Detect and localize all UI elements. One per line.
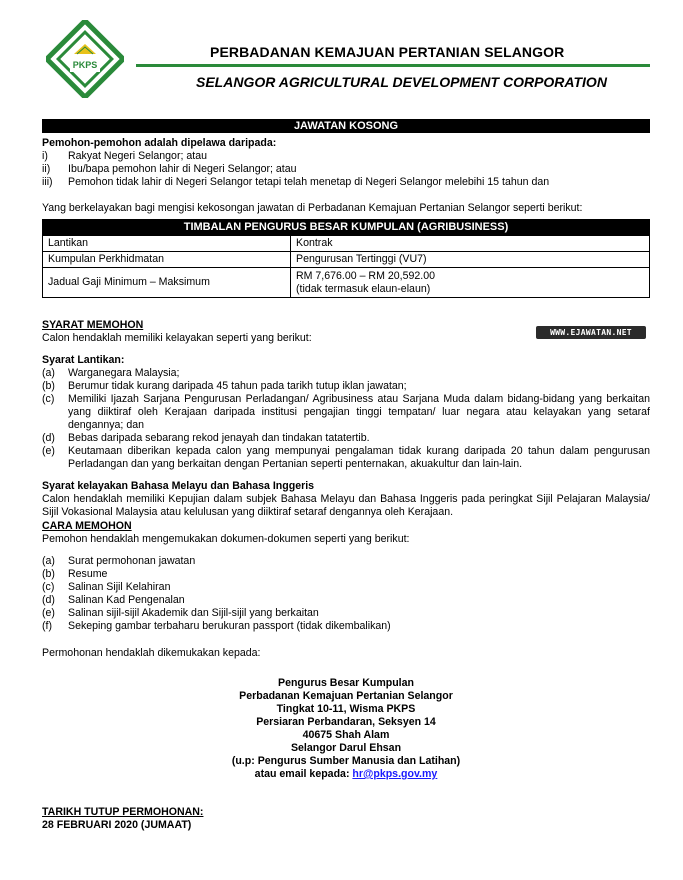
list-item: (c) Memiliki Ijazah Sarjana Pengurusan Perladangan/ Agribusiness atau Sarjana Muda dalam bidang-bidang yang berkaitan yang diiktiraf oleh Kerajaan daripada institusi pengajian tinggi tempatan/ luar negara atau kelayakan yang setaraf dengannya; dan <box>42 393 650 431</box>
table-cell-label: Lantikan <box>43 236 291 252</box>
list-item: (f) Sekeping gambar terbaharu berukuran passport (tidak dikembalikan) <box>42 620 391 632</box>
address-block <box>42 677 650 781</box>
invite-heading: Pemohon-pemohon adalah dipelawa daripada: <box>42 137 277 149</box>
address-line: Selangor Darul Ehsan <box>290 742 402 754</box>
syarat-heading: SYARAT MEMOHON <box>42 319 144 331</box>
email-line: atau email kepada: hr@pkps.gov.my <box>254 768 438 780</box>
table-title: TIMBALAN PENGURUS BESAR KUMPULAN (AGRIBUSINESS) <box>43 220 650 236</box>
closing-date: 28 FEBRUARI 2020 (JUMAAT) <box>42 819 192 831</box>
list-item: iii) Pemohon tidak lahir di Negeri Selangor tetapi telah menetap di Negeri Selangor melebihi 15 tahun dan <box>42 176 550 188</box>
ejawatan-badge: WWW.EJAWATAN.NET <box>536 326 646 339</box>
table-cell-value: Kontrak <box>291 236 650 252</box>
header-divider <box>136 64 650 67</box>
list-item: (b) Resume <box>42 568 108 580</box>
address-line: Perbadanan Kemajuan Pertanian Selangor <box>239 690 453 702</box>
syarat-section <box>42 319 650 519</box>
list-item: i) Rakyat Negeri Selangor; atau <box>42 150 207 162</box>
pkps-logo-icon <box>46 20 124 98</box>
list-item: (b) Berumur tidak kurang daripada 45 tahun pada tarikh tutup iklan jawatan; <box>42 380 407 392</box>
closing-section <box>42 806 650 832</box>
header-title-en: SELANGOR AGRICULTURAL DEVELOPMENT CORPORATION <box>196 74 607 90</box>
bahasa-heading: Syarat kelayakan Bahasa Melayu dan Bahasa Inggeris <box>42 480 315 492</box>
syarat-lantikan-heading: Syarat Lantikan: <box>42 354 125 366</box>
table-row <box>43 252 650 268</box>
table-cell-note: (tidak termasuk elaun-elaun) <box>296 282 431 295</box>
list-item: (e) Keutamaan diberikan kepada calon yang mempunyai pengalaman tidak kurang daripada 20 tahun dalam pengurusan Perladangan dan yang berkaitan dengan Pertanian seperti penternakan, akuakultur dan lain-lain. <box>42 445 650 470</box>
syarat-intro: Calon hendaklah memiliki kelayakan seperti yang berikut: <box>42 332 312 344</box>
list-item: (a) Warganegara Malaysia; <box>42 367 180 379</box>
table-cell-label: Kumpulan Perkhidmatan <box>43 252 291 268</box>
list-item: (c) Salinan Sijil Kelahiran <box>42 581 171 593</box>
cara-section <box>42 520 650 660</box>
address-line: Pengurus Besar Kumpulan <box>278 677 414 689</box>
closing-heading: TARIKH TUTUP PERMOHONAN: <box>42 806 204 818</box>
invite-section <box>42 137 650 189</box>
table-cell-value: Pengurusan Tertinggi (VU7) <box>291 252 650 268</box>
svg-text:PKPS: PKPS <box>72 60 98 70</box>
list-item: ii) Ibu/bapa pemohon lahir di Negeri Selangor; atau <box>42 163 297 175</box>
table-row <box>43 268 650 298</box>
table-row <box>43 236 650 252</box>
cara-submit: Permohonan hendaklah dikemukakan kepada: <box>42 647 261 659</box>
header-title-ms: PERBADANAN KEMAJUAN PERTANIAN SELANGOR <box>210 44 565 60</box>
list-item: (e) Salinan sijil-sijil Akademik dan Sijil-sijil yang berkaitan <box>42 607 319 619</box>
list-item: (d) Salinan Kad Pengenalan <box>42 594 185 606</box>
cara-heading: CARA MEMOHON <box>42 520 132 532</box>
email-link[interactable]: hr@pkps.gov.my <box>352 768 438 780</box>
address-line: Tingkat 10-11, Wisma PKPS <box>276 703 416 715</box>
list-item: (d) Bebas daripada sebarang rekod jenayah dan tindakan tatatertib. <box>42 432 370 444</box>
vacancy-table <box>42 219 650 298</box>
address-line: 40675 Shah Alam <box>302 729 390 741</box>
invite-intro: Yang berkelayakan bagi mengisi kekosongan jawatan di Perbadanan Kemajuan Pertanian Selangor seperti berikut: <box>42 202 583 214</box>
table-cell-value: RM 7,676.00 – RM 20,592.00 (tidak termasuk elaun-elaun) <box>291 268 650 298</box>
list-item: (a) Surat permohonan jawatan <box>42 555 196 567</box>
vacancy-banner: JAWATAN KOSONG <box>42 119 650 133</box>
address-line: Persiaran Perbandaran, Seksyen 14 <box>256 716 436 728</box>
bahasa-text: Calon hendaklah memiliki Kepujian dalam subjek Bahasa Melayu dan Bahasa Inggeris pada peringkat Sijil Pelajaran Malaysia/ Sijil Vokasional Malaysia atau kelulusan yang diiktiraf setaraf dengannya oleh Kerajaan. <box>42 493 650 518</box>
cara-intro: Pemohon hendaklah mengemukakan dokumen-dokumen seperti yang berikut: <box>42 533 410 545</box>
address-line: (u.p: Pengurus Sumber Manusia dan Latihan) <box>231 755 461 767</box>
table-cell-label: Jadual Gaji Minimum – Maksimum <box>43 268 291 298</box>
